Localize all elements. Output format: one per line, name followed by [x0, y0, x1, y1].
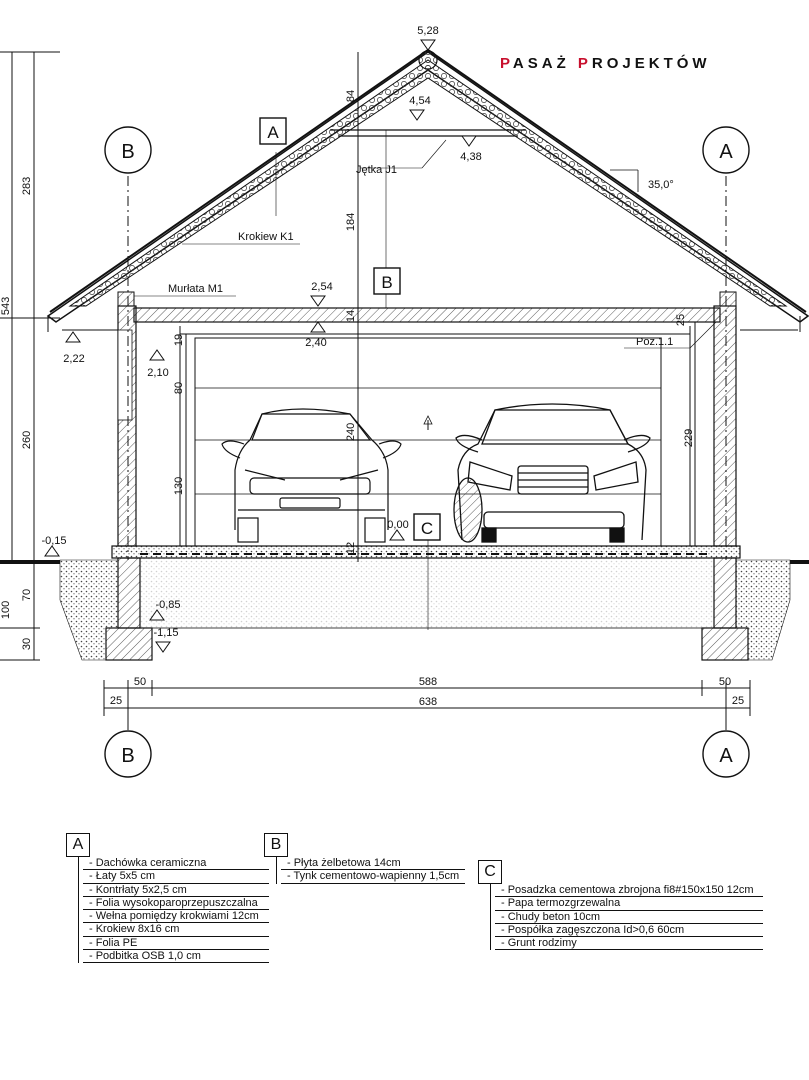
- dim-80: 80: [173, 381, 185, 395]
- level-slab-top: 2,54: [311, 281, 333, 293]
- dim-84: 84: [345, 89, 357, 103]
- legend-a-item: - Kontrłaty 5x2,5 cm: [83, 884, 269, 897]
- brand-part-2: ROJEKTÓW: [591, 55, 711, 72]
- legend-a-item: - Łaty 5x5 cm: [83, 870, 269, 883]
- section-key-c: C: [420, 519, 434, 538]
- dim-right-25: 25: [731, 695, 745, 707]
- level-foundation-bottom: -1,15: [153, 627, 179, 639]
- legend-c: [478, 860, 763, 950]
- legend-b: [264, 833, 465, 884]
- legend-a-item: - Folia wysokoparoprzepuszczalna: [83, 897, 269, 910]
- legend-a-key: A: [66, 833, 90, 857]
- dim-25-right: 25: [675, 313, 687, 327]
- legend-a-item: - Dachówka ceramiczna: [83, 857, 269, 870]
- legend-c-item: - Papa termozgrzewalna: [495, 897, 763, 910]
- level-collar-bottom: 4,38: [460, 151, 482, 163]
- label-murlata: Murłata M1: [168, 283, 224, 295]
- axis-label-b-bottom: B: [121, 745, 135, 767]
- section-key-b: B: [381, 273, 393, 292]
- car-left: [222, 409, 401, 542]
- legend-b-item: - Tynk cementowo-wapienny 1,5cm: [281, 870, 465, 883]
- legend-a-list: [78, 857, 269, 963]
- level-collar-top: 4,54: [409, 95, 431, 107]
- dim-found-70: 70: [21, 588, 33, 602]
- legend-c-item: - Pospółka zagęszczona Id>0,6 60cm: [495, 924, 763, 937]
- label-krokiew: Krokiew K1: [238, 231, 294, 243]
- level-lintel: 2,10: [147, 367, 169, 379]
- car-right: [454, 404, 650, 542]
- dim-left-25: 25: [109, 695, 123, 707]
- dim-240: 240: [345, 422, 357, 442]
- dim-total-height: 543: [0, 296, 12, 316]
- legend-a-item: - Wełna pomiędzy krokwiami 12cm: [83, 910, 269, 923]
- axis-label-a-bottom: A: [719, 745, 733, 767]
- brand-part-1: ASAŻ: [512, 55, 578, 72]
- dim-130: 130: [173, 476, 185, 496]
- dim-right-50: 50: [718, 676, 732, 688]
- legend-c-item: - Posadzka cementowa zbrojona fi8#150x150 12cm: [495, 884, 763, 897]
- label-poz: Poz.1.1: [636, 336, 674, 348]
- legend-c-item: - Grunt rodzimy: [495, 937, 763, 950]
- level-slab-bottom: 2,40: [305, 337, 327, 349]
- dim-184: 184: [345, 212, 357, 232]
- legend-c-key: C: [478, 860, 502, 884]
- dim-found-30: 30: [21, 637, 33, 651]
- legend-c-item: - Chudy beton 10cm: [495, 911, 763, 924]
- label-jetka: Jętka J1: [356, 164, 397, 176]
- dim-inner-588: 588: [418, 676, 438, 688]
- dim-outer-638: 638: [418, 696, 438, 708]
- roof-angle: 35,0°: [648, 179, 674, 191]
- legend-b-key: B: [264, 833, 288, 857]
- dim-wall-height: 260: [21, 430, 33, 450]
- level-floor: 0,00: [387, 519, 409, 531]
- level-ridge: 5,28: [417, 25, 439, 37]
- dim-229: 229: [683, 428, 695, 448]
- level-foundation-top: -0,85: [155, 599, 181, 611]
- level-eave: 2,22: [63, 353, 85, 365]
- legend-a-item: - Podbitka OSB 1,0 cm: [83, 950, 269, 963]
- legend-b-list: [276, 857, 465, 884]
- legend-b-item: - Płyta żelbetowa 14cm: [281, 857, 465, 870]
- roof: [48, 50, 808, 332]
- dim-12: 12: [345, 541, 357, 555]
- brand-initial-1: P: [500, 55, 513, 72]
- axis-label-a-top: A: [719, 141, 733, 163]
- legend-a: [66, 833, 269, 963]
- legend-a-item: - Folia PE: [83, 937, 269, 950]
- building-shell: [0, 306, 809, 660]
- brand-initial-2: P: [577, 55, 592, 72]
- axis-label-b-top: B: [121, 141, 135, 163]
- dim-roof-height: 283: [21, 176, 33, 196]
- legend-a-item: - Krokiew 8x16 cm: [83, 923, 269, 936]
- level-ground: -0,15: [41, 535, 67, 547]
- section-key-a: A: [267, 123, 279, 142]
- dim-19: 19: [173, 333, 185, 347]
- dim-14: 14: [345, 309, 357, 323]
- dim-left-50: 50: [133, 676, 147, 688]
- legend-c-list: [490, 884, 763, 950]
- dim-found-100: 100: [0, 600, 12, 620]
